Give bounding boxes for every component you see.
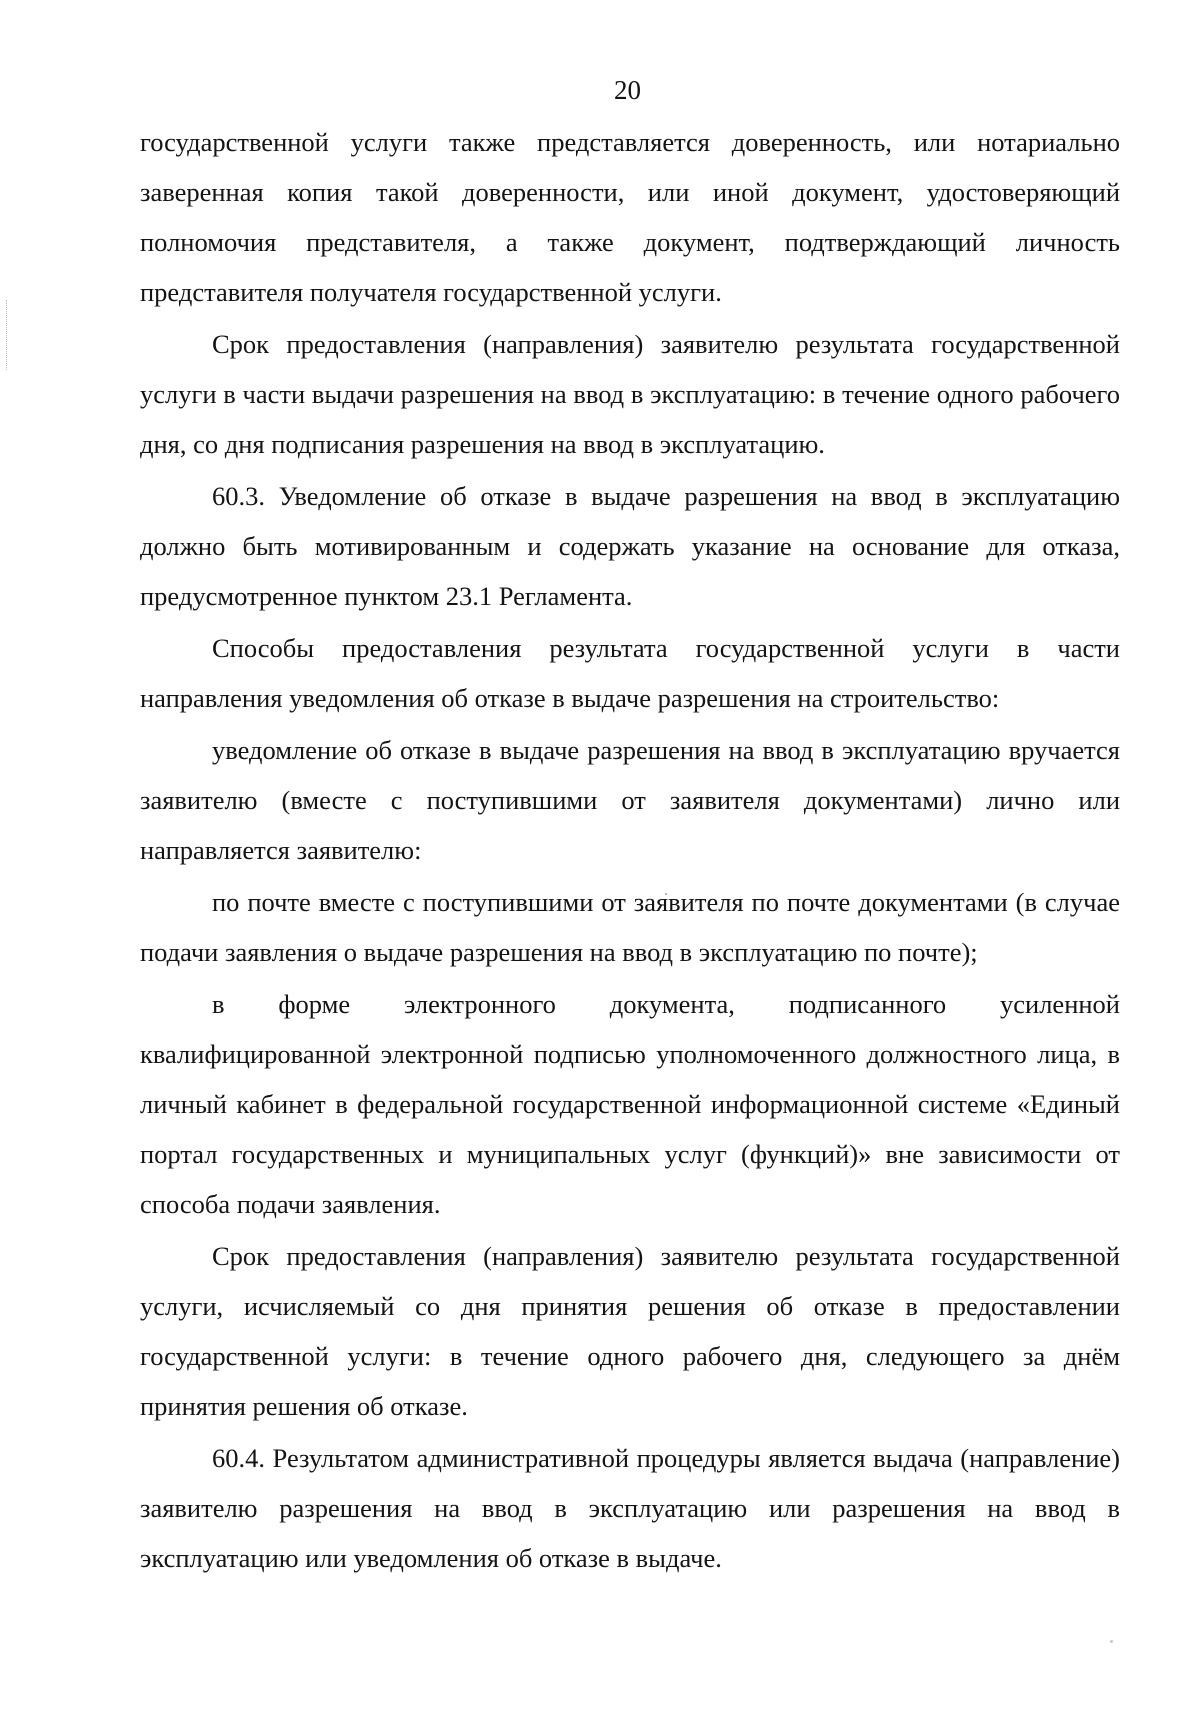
paragraph-refusal-notice: уведомление об отказе в выдаче разрешения на ввод в эксплуатацию вручается заявителю (вместе с поступившими от заявителя документами) лично или направляется заявителю:	[140, 735, 1120, 865]
paragraph-60-3: 60.3. Уведомление об отказе в выдаче разрешения на ввод в эксплуатацию должно быть мотивированным и содержать указание на основание для отказа, предусмотренное пунктом 23.1 Регламента.	[140, 481, 1120, 611]
page-number: 20	[614, 75, 641, 105]
paragraph-refusal-term: Срок предоставления (направления) заявителю результата государственной услуги, исчисляемый со дня принятия решения об отказе в предоставлении государственной услуги: в течение одного рабочего дня, следующего за днём принятия решения об отказе.	[140, 1241, 1120, 1421]
paragraph-electronic-form: в форме электронного документа, подписанного усиленной квалифицированной электронной подписью уполномоченного должностного лица, в личный кабинет в федеральной государственной информационной системе «Единый портал государственных и муниципальных услуг (функций)» вне зависимости от способа подачи заявления.	[140, 989, 1120, 1219]
document-body	[140, 117, 1120, 1583]
scan-edge-mark	[6, 300, 9, 370]
paragraph-issuance-term: Срок предоставления (направления) заявителю результата государственной услуги в части выдачи разрешения на ввод в эксплуатацию: в течение одного рабочего дня, со дня подписания разрешения на ввод в эксплуатацию.	[140, 329, 1120, 459]
paragraph-60-4: 60.4. Результатом административной процедуры является выдача (направление) заявителю разрешения на ввод в эксплуатацию или разрешения на ввод в эксплуатацию или уведомления об отказе в выдаче.	[140, 1443, 1120, 1573]
paragraph-by-post: по почте вместе с поступившими от заявителя по почте документами (в случае подачи заявления о выдаче разрешения на ввод в эксплуатацию по почте);	[140, 887, 1120, 967]
scan-speck	[1110, 1640, 1113, 1643]
paragraph-continuation: государственной услуги также представляется доверенность, или нотариально заверенная копия такой доверенности, или иной документ, удостоверяющий полномочия представителя, а также документ, подтверждающий личность представителя получателя государственной услуги.	[140, 127, 1120, 307]
paragraph-delivery-methods: Способы предоставления результата государственной услуги в части направления уведомления об отказе в выдаче разрешения на строительство:	[140, 633, 1120, 713]
